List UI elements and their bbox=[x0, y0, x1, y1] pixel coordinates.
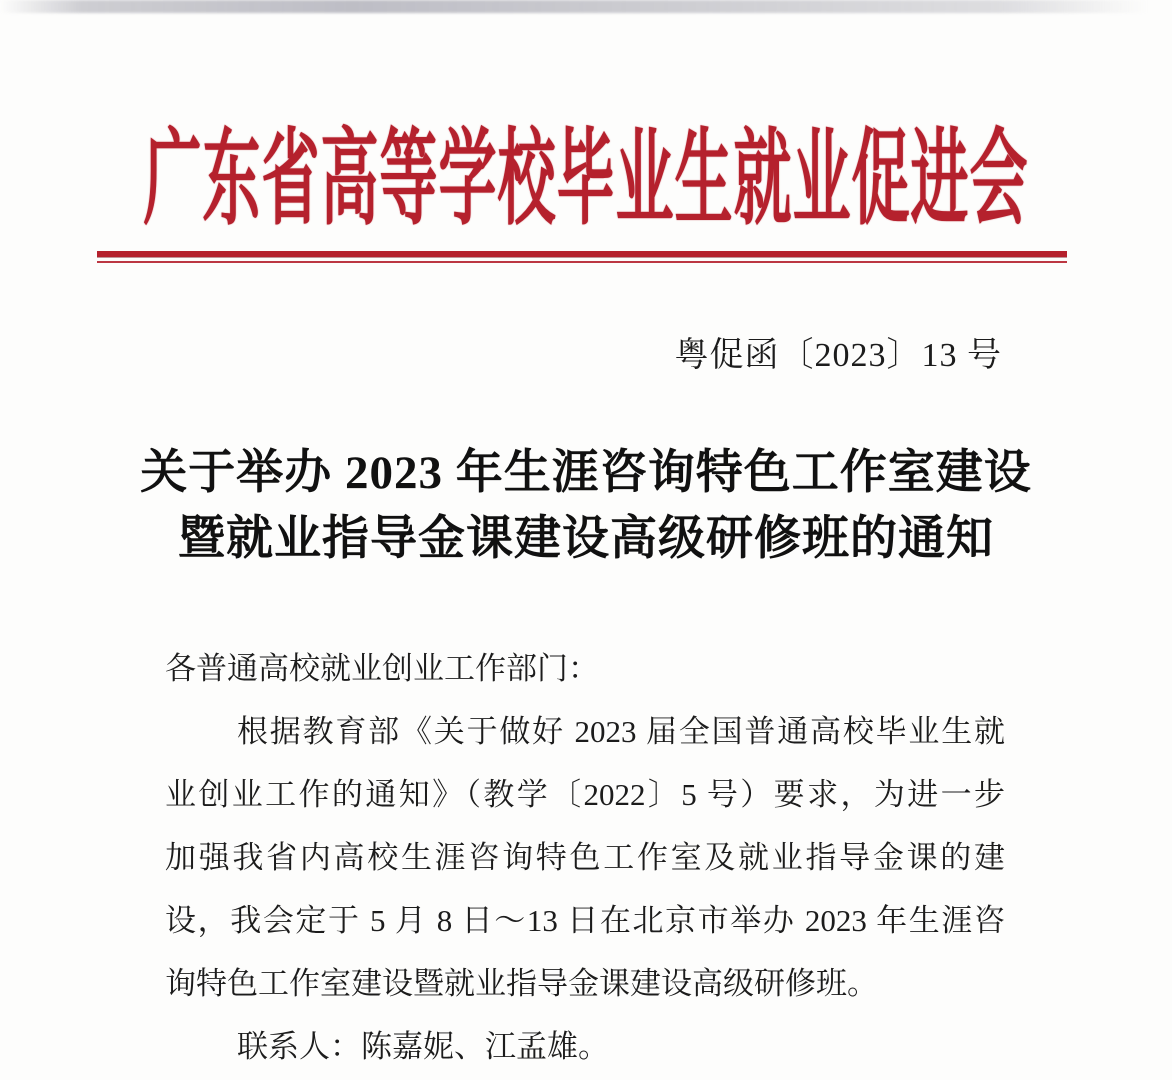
paragraph-lines bbox=[165, 700, 1005, 1078]
notice-title-line2: 暨就业指导金课建设高级研修班的通知 bbox=[178, 513, 994, 565]
document-reference-number: 粤促函〔2023〕13 号 bbox=[674, 337, 1002, 374]
red-rule-thick bbox=[97, 251, 1067, 257]
body-line: 加强我省内高校生涯咨询特色工作室及就业指导金课的建 bbox=[165, 840, 1005, 875]
red-double-rule bbox=[97, 251, 1067, 263]
body-line: 询特色工作室建设暨就业指导金课建设高级研修班。 bbox=[165, 966, 878, 1001]
salutation-line: 各普通高校就业创业工作部门： bbox=[165, 651, 599, 686]
notice-body bbox=[165, 637, 1005, 1078]
notice-title-line1: 关于举办 2023 年生涯咨询特色工作室建设 bbox=[140, 447, 1032, 499]
notice-title bbox=[0, 440, 1172, 572]
body-line: 联系人：陈嘉妮、江孟雄。 bbox=[237, 1029, 609, 1064]
scan-artifact-band bbox=[0, 0, 1172, 13]
body-line: 设，我会定于 5 月 8 日～13 日在北京市举办 2023 年生涯咨 bbox=[165, 903, 1005, 938]
body-line: 根据教育部《关于做好 2023 届全国普通高校毕业生就 bbox=[237, 714, 1005, 749]
letterhead-org-name: 广东省高等学校毕业生就业促进会 bbox=[143, 121, 1029, 238]
red-rule-thin bbox=[97, 261, 1067, 263]
body-line: 业创业工作的通知》（教学〔2022〕5 号）要求，为进一步 bbox=[165, 777, 1005, 812]
